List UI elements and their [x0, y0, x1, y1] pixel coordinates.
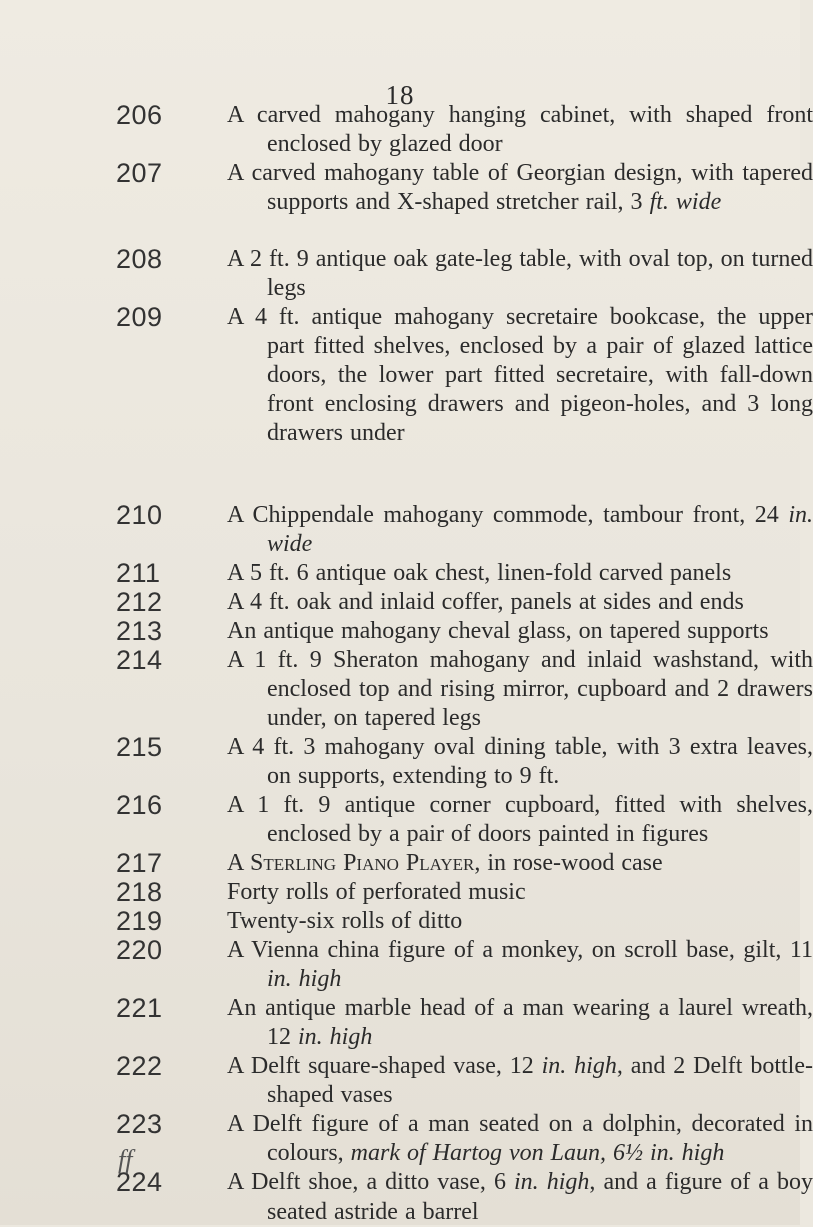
lot-number: 218 [116, 876, 163, 907]
lot-description-text: A 4 ft. antique mahogany secretaire bookcase, the upper part fitted shelves, enclosed by a pair of glazed lattice doors, the lower part fitted secretaire, with fall-down front enclosing drawers and pigeon-holes, and 3 long drawers under [227, 304, 813, 447]
lot-description-text: A Chippendale mahogany commode, tambour front, 24 [227, 501, 789, 528]
lot-description-text: A 1 ft. 9 Sheraton mahogany and inlaid washstand, with enclosed top and rising mirror, cupboard and 2 drawers under, on tapered legs [227, 647, 813, 732]
lot-description-text: mark of Hartog von Laun, 6½ in. high [350, 1140, 725, 1167]
page-number: 18 [385, 80, 415, 110]
lot-description [227, 501, 813, 559]
lot-number: 221 [116, 993, 163, 1024]
lot-description-text: in. high [514, 1169, 590, 1196]
lot-description-text: A Delft square-shaped vase, 12 [227, 1053, 542, 1080]
lot-description-text: Forty rolls of perforated music [227, 878, 526, 905]
lot-description-text: in. high [541, 1053, 617, 1080]
lot-number: 216 [116, 789, 163, 820]
lot-number: 214 [116, 645, 163, 676]
lot-description-text: A 2 ft. 9 antique oak gate-leg table, with oval top, on turned legs [227, 246, 813, 302]
lot-description-text: An antique marble head of a man wearing a laurel wreath, 12 [227, 995, 813, 1051]
lot-description-text: A Delft figure of a man seated on a dolphin, decorated in colours, [227, 1111, 813, 1167]
lot-description-text: A 1 ft. 9 antique corner cupboard, fitted with shelves, enclosed by a pair of doors painted in figures [227, 791, 813, 847]
lot-description-text: in. wide [267, 501, 813, 558]
lot-description-text: , in rose-wood case [474, 849, 663, 876]
lot-description-text: A 5 ft. 6 antique oak chest, linen-fold carved panels [227, 560, 732, 587]
lot-number: 217 [116, 847, 163, 878]
lot-description [227, 733, 813, 791]
lot-description [227, 617, 813, 646]
lot-number: 222 [116, 1051, 163, 1082]
lot-description-text: , and a figure of a boy seated astride a barrel [267, 1169, 813, 1225]
lot-description-text: Sterling Piano Player [250, 849, 475, 876]
lot-number: 223 [116, 1109, 163, 1140]
lot-description [227, 303, 813, 448]
lot-number: 215 [116, 731, 163, 762]
lot-number: 210 [116, 499, 163, 530]
lot-description-text: A 4 ft. oak and inlaid coffer, panels at sides and ends [227, 589, 744, 616]
lot-description-text: Twenty-six rolls of ditto [227, 907, 463, 934]
lot-description [227, 994, 813, 1052]
lot-description-text: A Vienna china figure of a monkey, on scroll base, gilt, 11 [227, 937, 813, 964]
lot-number: 209 [116, 302, 163, 333]
lot-description-text: A [227, 849, 251, 876]
lot-description [227, 588, 813, 617]
lot-number: 207 [116, 157, 163, 188]
lot-number: 224 [116, 1167, 163, 1198]
lot-description-text: A Delft shoe, a ditto vase, 6 [227, 1169, 514, 1196]
lot-description-text: A carved mahogany hanging cabinet, with shaped front enclosed by glazed door [227, 101, 813, 157]
lot-description-text: in. high [267, 966, 342, 993]
lot-number: 206 [116, 99, 163, 130]
lot-description [227, 101, 813, 159]
lot-description [227, 849, 813, 878]
lot-number: 220 [116, 935, 163, 966]
lot-description-text: in. high [298, 1024, 373, 1051]
lot-description-text: A 4 ft. 3 mahogany oval dining table, with 3 extra leaves, on supports, extending to 9 ft. [227, 733, 813, 789]
lot-description [227, 1168, 813, 1226]
lot-description [227, 1052, 813, 1110]
lot-description [227, 559, 813, 588]
lot-description [227, 936, 813, 994]
lot-description-text: An antique mahogany cheval glass, on tapered supports [227, 618, 769, 645]
lot-description-text: ft. wide [649, 188, 722, 215]
lot-number: 212 [116, 587, 163, 618]
lot-description [227, 878, 813, 907]
lot-description-text: , and 2 Delft bottle-shaped vases [267, 1053, 813, 1109]
lot-description [227, 907, 813, 936]
lot-number: 219 [116, 905, 163, 936]
pencil-mark: ff [118, 1145, 133, 1174]
lot-description [227, 245, 813, 303]
lot-number: 213 [116, 616, 163, 647]
lot-number: 211 [116, 558, 161, 589]
lot-description-text: A carved mahogany table of Georgian design, with tapered supports and X-shaped stretcher rail, 3 [227, 159, 813, 215]
lot-description [227, 791, 813, 849]
lot-description [227, 646, 813, 733]
lot-number: 208 [116, 244, 163, 274]
lot-description [227, 1110, 813, 1168]
lot-description [227, 159, 813, 217]
